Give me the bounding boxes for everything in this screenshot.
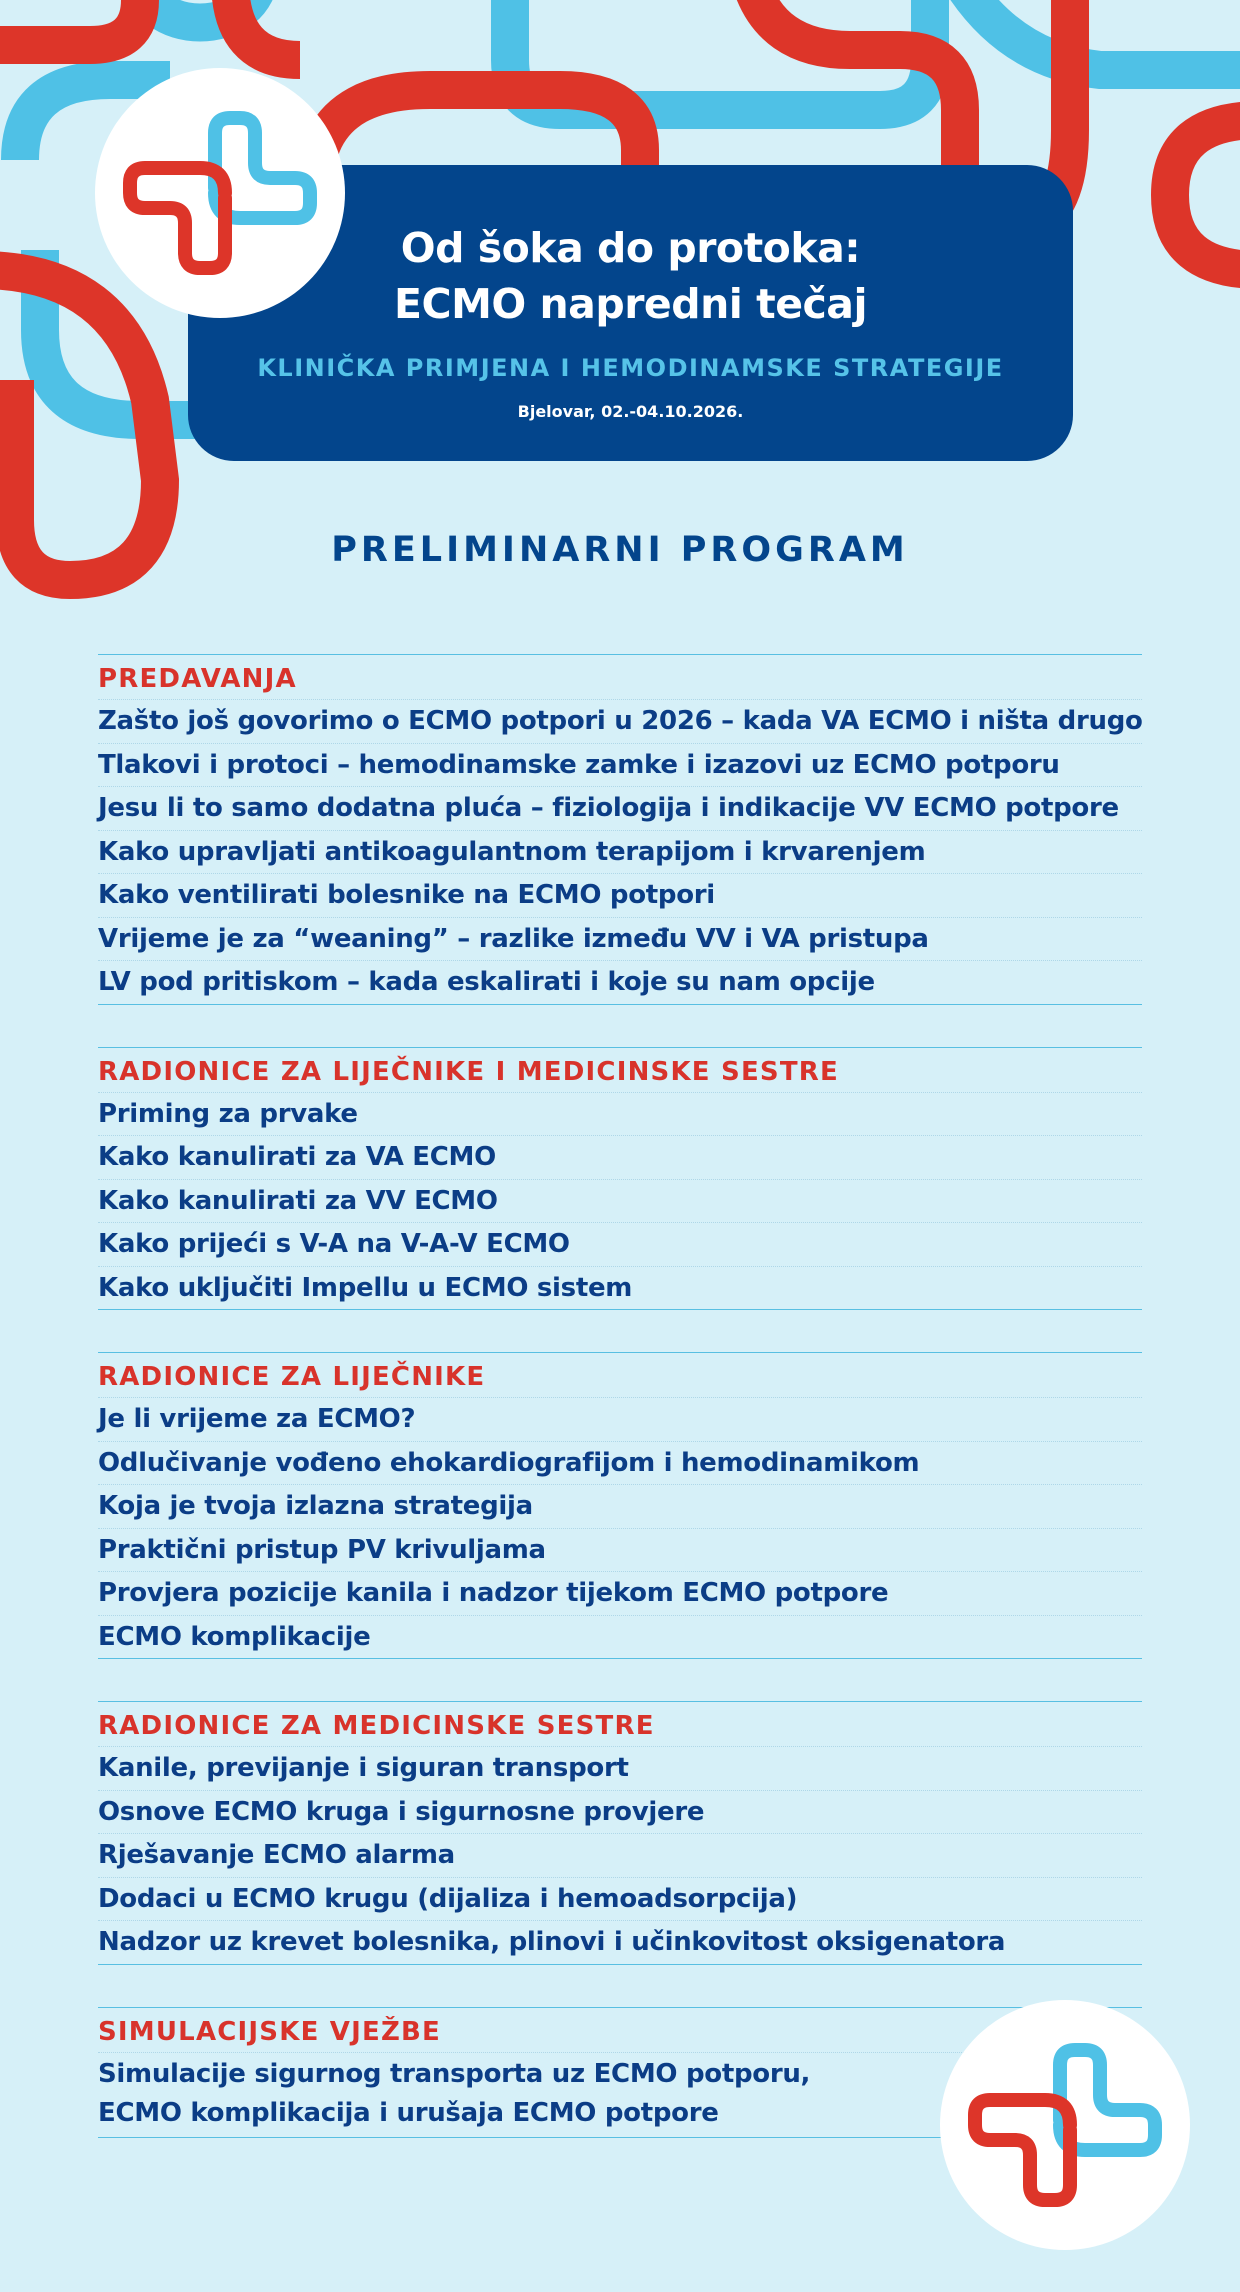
list-item: Vrijeme je za “weaning” – razlike između VV i VA pristupa xyxy=(98,917,1142,961)
section-title: PREDAVANJA xyxy=(98,664,297,694)
section-title: SIMULACIJSKE VJEŽBE xyxy=(98,2016,441,2047)
event-title-line-2: ECMO napredni tečaj xyxy=(393,280,868,328)
list-item: Je li vrijeme za ECMO? xyxy=(98,1397,1142,1441)
list-item: Dodaci u ECMO krugu (dijaliza i hemoadsorpcija) xyxy=(98,1877,1142,1921)
list-item: Odlučivanje vođeno ehokardiografijom i hemodinamikom xyxy=(98,1441,1142,1485)
list-item-line: Simulacije sigurnog transporta uz ECMO potporu, xyxy=(98,2058,811,2089)
logo-badge-top xyxy=(95,68,345,318)
section-radionice-sestre xyxy=(98,1701,1142,1965)
list-item: Osnove ECMO kruga i sigurnosne provjere xyxy=(98,1790,1142,1834)
event-location-dates: Bjelovar, 02.-04.10.2026. xyxy=(517,402,744,421)
list-item: LV pod pritiskom – kada eskalirati i koje su nam opcije xyxy=(98,960,1142,1004)
list-item-line: ECMO komplikacija i urušaja ECMO potpore xyxy=(98,2097,719,2128)
list-item: ECMO komplikacije xyxy=(98,1615,1142,1659)
program-list xyxy=(98,654,1142,2180)
section-radionice-lijecnici-sestre xyxy=(98,1047,1142,1311)
section-title: RADIONICE ZA LIJEČNIKE I MEDICINSKE SESTRE xyxy=(98,1056,839,1087)
list-item: Priming za prvake xyxy=(98,1092,1142,1136)
list-item: Kako uključiti Impellu u ECMO sistem xyxy=(98,1266,1142,1310)
section-title: RADIONICE ZA MEDICINSKE SESTRE xyxy=(98,1711,655,1741)
list-item: Kako ventilirati bolesnike na ECMO potpori xyxy=(98,873,1142,917)
list-item: Rješavanje ECMO alarma xyxy=(98,1833,1142,1877)
list-item: Jesu li to samo dodatna pluća – fiziologija i indikacije VV ECMO potpore xyxy=(98,786,1142,830)
event-title-line-1: Od šoka do protoka: xyxy=(400,224,861,272)
program-heading: PRELIMINARNI PROGRAM xyxy=(331,530,909,570)
section-title: RADIONICE ZA LIJEČNIKE xyxy=(98,1362,486,1392)
list-item: Kanile, previjanje i siguran transport xyxy=(98,1746,1142,1790)
list-item: Kako kanulirati za VV ECMO xyxy=(98,1179,1142,1223)
logo-badge-bottom xyxy=(940,2000,1190,2250)
medical-cross-logo-icon xyxy=(120,93,320,293)
list-item: Zašto još govorimo o ECMO potpori u 2026 – kada VA ECMO i ništa drugo xyxy=(98,699,1142,743)
list-item: Nadzor uz krevet bolesnika, plinovi i učinkovitost oksigenatora xyxy=(98,1920,1142,1964)
list-item: Koja je tvoja izlazna strategija xyxy=(98,1484,1142,1528)
list-item: Kako upravljati antikoagulantnom terapijom i krvarenjem xyxy=(98,830,1142,874)
event-subtitle: KLINIČKA PRIMJENA I HEMODINAMSKE STRATEGIJE xyxy=(257,354,1004,382)
list-item: Kako prijeći s V-A na V-A-V ECMO xyxy=(98,1222,1142,1266)
list-item: Tlakovi i protoci – hemodinamske zamke i izazovi uz ECMO potporu xyxy=(98,743,1142,787)
list-item: Praktični pristup PV krivuljama xyxy=(98,1528,1142,1572)
medical-cross-logo-icon xyxy=(965,2025,1165,2225)
section-radionice-lijecnici xyxy=(98,1352,1142,1659)
list-item: Kako kanulirati za VA ECMO xyxy=(98,1135,1142,1179)
section-predavanja xyxy=(98,654,1142,1005)
list-item: Provjera pozicije kanila i nadzor tijekom ECMO potpore xyxy=(98,1571,1142,1615)
